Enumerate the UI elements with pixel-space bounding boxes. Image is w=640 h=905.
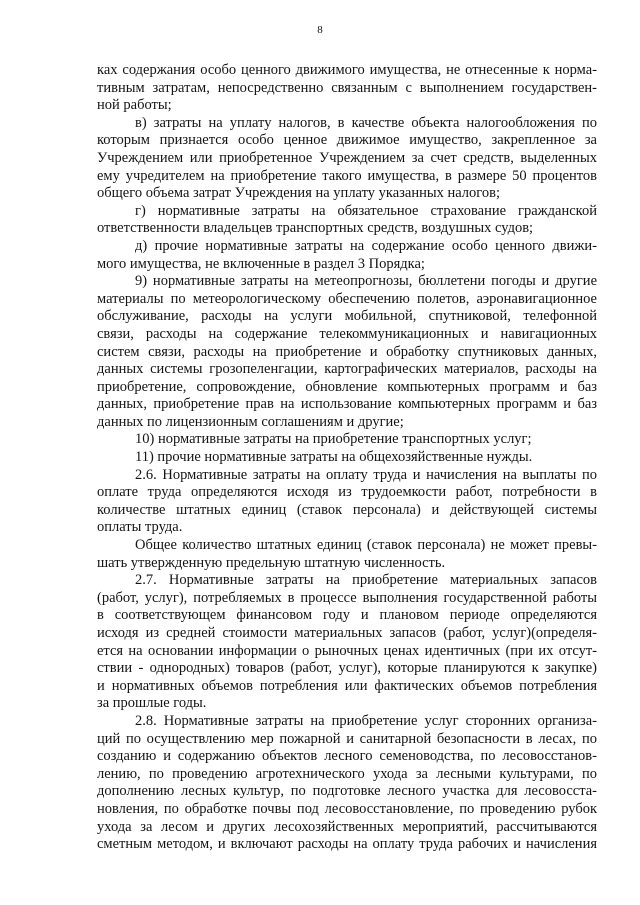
text-line: ответственности владельцев транспортных средств, воздушных судов;	[97, 220, 534, 237]
text-line: созданию и содержанию объектов лесного семеноводства, по лесовосстанов-	[97, 748, 597, 765]
text-line: ему учредителем на приобретение такого имущества, в размере 50 процентов	[97, 167, 597, 184]
text-line: шать утвержденную предельную штатную численность.	[97, 554, 446, 571]
text-line: общего объема затрат Учреждения на уплату указанных налогов;	[97, 185, 500, 202]
text-line: обслуживание, расходы на услуги мобильной, спутниковой, телефонной	[97, 308, 597, 325]
text-line: данных, приобретение прав на использование компьютерных программ и баз	[97, 396, 597, 413]
text-line: 2.7. Нормативные затраты на приобретение материальных запасов	[135, 572, 597, 589]
text-line: в соответствующем финансовом году и плановом периоде определяются	[97, 607, 597, 624]
text-line: приобретение, сопровождение, обновление компьютерных программ и баз	[97, 378, 597, 395]
text-line: ной работы;	[97, 97, 172, 114]
text-line: материалы по метеорологическому обеспечению полетов, аэронавигационное	[97, 290, 597, 307]
text-line: 10) нормативные затраты на приобретение транспортных услуг;	[135, 431, 532, 448]
text-line: Учреждением или приобретенное Учреждением за счет средств, выделенных	[97, 149, 597, 166]
text-line: ется на основании информации о рыночных ценах идентичных (при их отсут-	[97, 642, 597, 659]
text-line: связи, расходы на содержание телекоммуникационных и навигационных	[97, 325, 597, 342]
text-line: дополнению лесных культур, по подготовке лесного участка для лесовосста-	[97, 783, 597, 800]
text-line: сметным методом, и включают расходы на оплату труда рабочих и начисления	[97, 836, 597, 853]
text-line: и нормативных объемов потребления или фактических объемов потребления	[97, 677, 597, 694]
text-line: оплате труда определяются исходя из трудоемкости работ, потребности в	[97, 484, 597, 501]
text-line: Общее количество штатных единиц (ставок персонала) не может превы-	[135, 537, 597, 554]
text-line: д) прочие нормативные затраты на содержание особо ценного движи-	[135, 237, 597, 254]
text-line: мого имущества, не включенные в раздел 3 Порядка;	[97, 255, 425, 272]
text-line: ствии - однородных) товаров (работ, услуг), которые планируются к закупке)	[97, 660, 597, 677]
text-line: систем связи, расходы на приобретение и обработку спутниковых данных,	[97, 343, 597, 360]
text-line: 9) нормативные затраты на метеопрогнозы, бюллетени погоды и другие	[135, 273, 597, 290]
text-line: исходя из средней стоимости материальных запасов (работ, услуг)(определя-	[97, 625, 597, 641]
text-line: 11) прочие нормативные затраты на общехозяйственные нужды.	[135, 449, 533, 466]
text-line: ках содержания особо ценного движимого имущества, не отнесенные к норма-	[97, 62, 597, 78]
text-line: новления, по обработке почвы под лесовосстановление, по проведению рубок	[97, 800, 597, 817]
text-line: ций по осуществлению мер пожарной и санитарной безопасности в лесах, по	[97, 730, 597, 747]
text-line: ухода за лесом и других лесохозяйственных мероприятий, рассчитываются	[97, 818, 597, 835]
text-line: 2.6. Нормативные затраты на оплату труда и начисления на выплаты по	[135, 466, 597, 483]
page-number: 8	[317, 24, 323, 36]
text-line: данных по лицензионным соглашениям и другие;	[97, 413, 404, 430]
text-line: в) затраты на уплату налогов, в качестве объекта налогообложения по	[135, 114, 597, 131]
text-line: 2.8. Нормативные затраты на приобретение услуг сторонних организа-	[135, 712, 597, 729]
document-body	[97, 62, 597, 854]
text-line: количестве штатных единиц (ставок персонала) и действующей системы	[97, 501, 597, 518]
text-line: за прошлые годы.	[97, 695, 207, 712]
text-line: (работ, услуг), потребляемых в процессе выполнения государственной работы	[97, 589, 597, 606]
text-line: г) нормативные затраты на обязательное страхование гражданской	[135, 202, 597, 219]
text-line: данных системы грозопеленгации, картографических материалов, расходы на	[97, 361, 597, 378]
text-line: которым признается особо ценное движимое имущество, закрепленное за	[97, 132, 597, 149]
text-line: оплаты труда.	[97, 519, 183, 536]
text-line: лению, по проведению агротехнического ухода за лесными культурами, по	[97, 765, 597, 782]
text-line: тивным затратам, непосредственно связанным с выполнением государствен-	[97, 79, 597, 96]
